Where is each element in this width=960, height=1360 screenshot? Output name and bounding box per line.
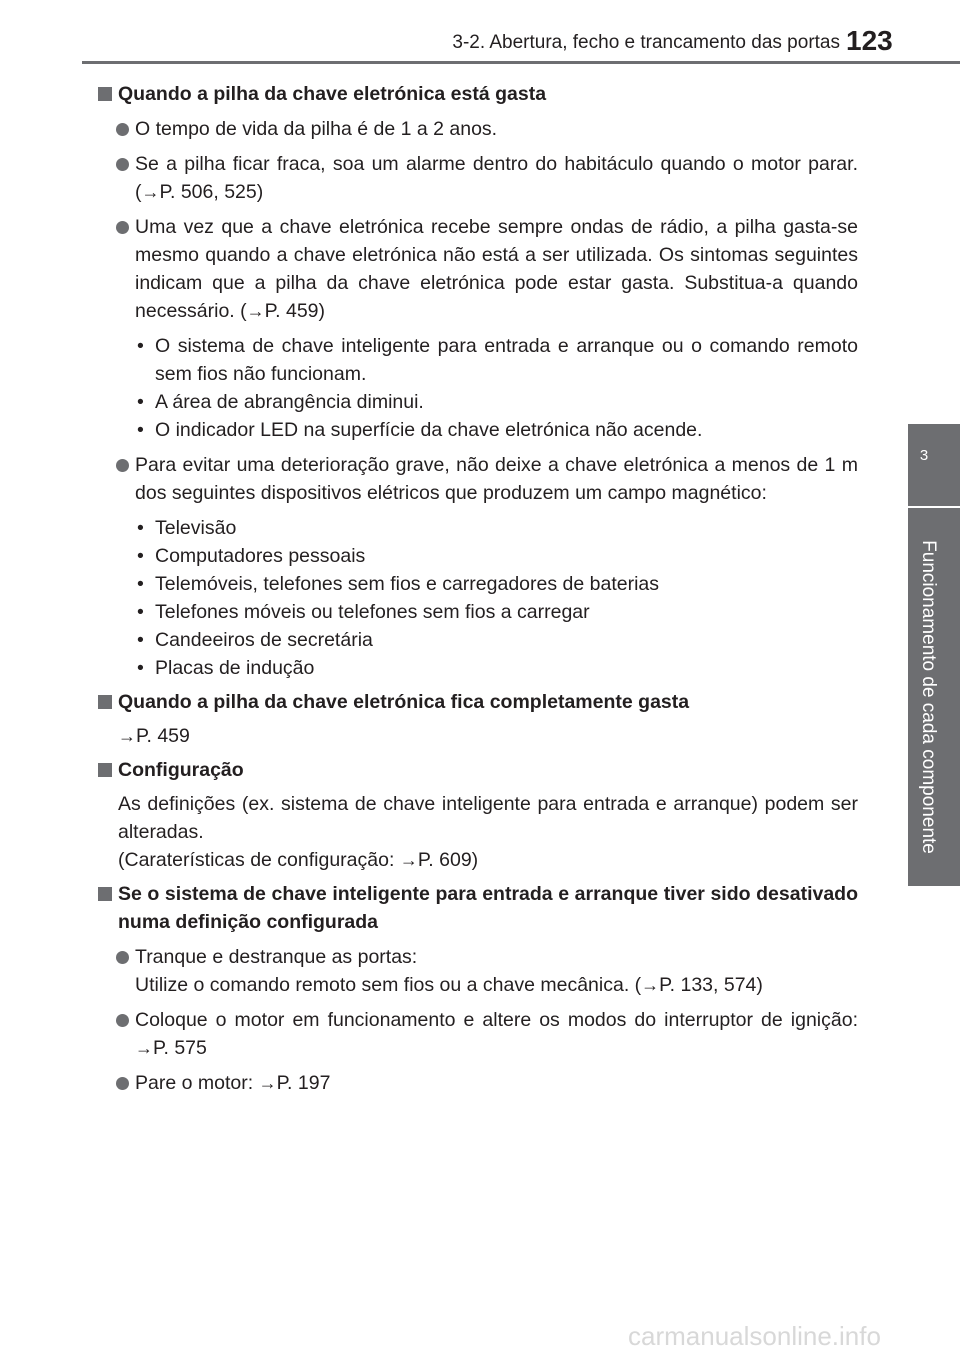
arrow-icon: → (141, 182, 160, 202)
bullet-item (96, 1006, 858, 1062)
section-heading (96, 880, 858, 936)
arrow-icon: → (118, 726, 136, 746)
square-bullet-icon (98, 695, 112, 709)
bullet-text: Coloque o motor em funcionamento e altere os modos do interruptor de ignição: (135, 1009, 858, 1031)
bullet-dot-icon: • (137, 517, 144, 539)
bullet-dot-icon: • (137, 419, 144, 441)
paragraph-text: As definições (ex. sistema de chave inteligente para entrada e arranque) podem ser alteradas. (118, 793, 858, 843)
section-heading-text: Configuração (118, 759, 244, 781)
bullet-item (96, 213, 858, 325)
round-bullet-icon (116, 1077, 129, 1090)
square-bullet-icon (98, 887, 112, 901)
bullet-line (135, 971, 858, 999)
sub-list-item (133, 332, 858, 388)
section-heading (96, 688, 858, 716)
sub-list-item (133, 542, 858, 570)
section-heading-text: Quando a pilha da chave eletrónica está gasta (118, 83, 547, 105)
sub-list-item (133, 598, 858, 626)
paragraph-text: (Caraterísticas de configuração: (118, 849, 400, 871)
chapter-number: 3 (919, 447, 929, 464)
bullet-item (96, 1069, 858, 1097)
bullet-item (96, 943, 858, 999)
watermark: carmanualsonline.info (628, 1321, 881, 1351)
arrow-icon: → (641, 975, 660, 995)
bullet-text: Se a pilha ficar fraca, soa um alarme dentro do habitáculo quando o motor parar. ( (135, 153, 858, 203)
bullet-text: O tempo de vida da pilha é de 1 a 2 anos. (135, 118, 498, 140)
sub-list-item (133, 388, 858, 416)
page-reference: P. 575 (153, 1037, 207, 1059)
bullet-dot-icon: • (137, 601, 144, 623)
bullet-dot-icon: • (137, 545, 144, 567)
sub-list-text: A área de abrangência diminui. (155, 391, 424, 413)
bullet-item (96, 150, 858, 206)
sub-list-item (133, 514, 858, 542)
round-bullet-icon (116, 221, 129, 234)
square-bullet-icon (98, 763, 112, 777)
sub-list-text: Candeeiros de secretária (155, 629, 373, 651)
sub-list (96, 514, 858, 682)
arrow-icon: → (399, 850, 418, 870)
round-bullet-icon (116, 158, 129, 171)
bullet-text: Tranque e destranque as portas: (135, 946, 418, 968)
arrow-icon: → (246, 301, 265, 321)
arrow-icon: → (135, 1038, 153, 1058)
bullet-text: Utilize o comando remoto sem fios ou a chave mecânica. ( (135, 974, 642, 996)
page-reference: P. 197 (276, 1072, 331, 1094)
round-bullet-icon (116, 459, 129, 472)
sub-list-text: O indicador LED na superfície da chave eletrónica não acende. (155, 419, 703, 441)
sub-list-text: Telefones móveis ou telefones sem fios a carregar (155, 601, 590, 623)
sub-list-text: Computadores pessoais (155, 545, 366, 567)
sub-list (96, 332, 858, 444)
section-heading (96, 80, 858, 108)
page-reference: P. 506, 525) (159, 181, 264, 203)
bullet-dot-icon: • (137, 573, 144, 595)
sub-list-item (133, 570, 858, 598)
sub-list-text: Placas de indução (155, 657, 315, 679)
sub-list-text: Telemóveis, telefones sem fios e carregadores de baterias (155, 573, 660, 595)
round-bullet-icon (116, 123, 129, 136)
sub-list-item (133, 626, 858, 654)
chapter-title: Funcionamento de cada componente (918, 540, 939, 854)
page-reference: P. 459 (136, 725, 190, 747)
round-bullet-icon (116, 1014, 129, 1027)
section-heading (96, 756, 858, 784)
header-rule (82, 61, 960, 64)
arrow-icon: → (258, 1073, 277, 1093)
round-bullet-icon (116, 951, 129, 964)
reference-line (96, 722, 858, 750)
bullet-text: Uma vez que a chave eletrónica recebe sempre ondas de rádio, a pilha gasta-se mesmo quando a chave eletrónica não está a ser utilizada. Os sintomas seguintes indicam que a pilha da chave eletrónica pode estar gasta. Substitua-a quando necessário. ( (135, 216, 858, 322)
page-reference: P. 133, 574) (659, 974, 763, 996)
bullet-text: Para evitar uma deterioração grave, não deixe a chave eletrónica a menos de 1 m dos seguintes dispositivos elétricos que produzem um campo magnético: (135, 454, 858, 504)
bullet-dot-icon: • (137, 391, 144, 413)
bullet-dot-icon: • (137, 657, 144, 679)
page-content (96, 74, 858, 1097)
sub-list-item (133, 654, 858, 682)
paragraph-line (118, 846, 858, 874)
page-number: 123 (846, 25, 893, 56)
sub-list-item (133, 416, 858, 444)
bullet-dot-icon: • (137, 335, 144, 357)
section-heading-text: Quando a pilha da chave eletrónica fica completamente gasta (118, 691, 690, 713)
page-reference: P. 459) (264, 300, 325, 322)
bullet-dot-icon: • (137, 629, 144, 651)
bullet-item (96, 115, 858, 143)
page-reference: P. 609) (417, 849, 479, 871)
sub-list-text: Televisão (155, 517, 237, 539)
section-header-title: 3-2. Abertura, fecho e trancamento das portas (452, 32, 840, 53)
paragraph (96, 790, 858, 874)
section-heading-text: Se o sistema de chave inteligente para entrada e arranque tiver sido desativado numa definição configurada (118, 883, 858, 933)
bullet-item (96, 451, 858, 507)
bullet-text: Pare o motor: (135, 1072, 259, 1094)
square-bullet-icon (98, 87, 112, 101)
sub-list-text: O sistema de chave inteligente para entrada e arranque ou o comando remoto sem fios não funcionam. (155, 335, 858, 385)
